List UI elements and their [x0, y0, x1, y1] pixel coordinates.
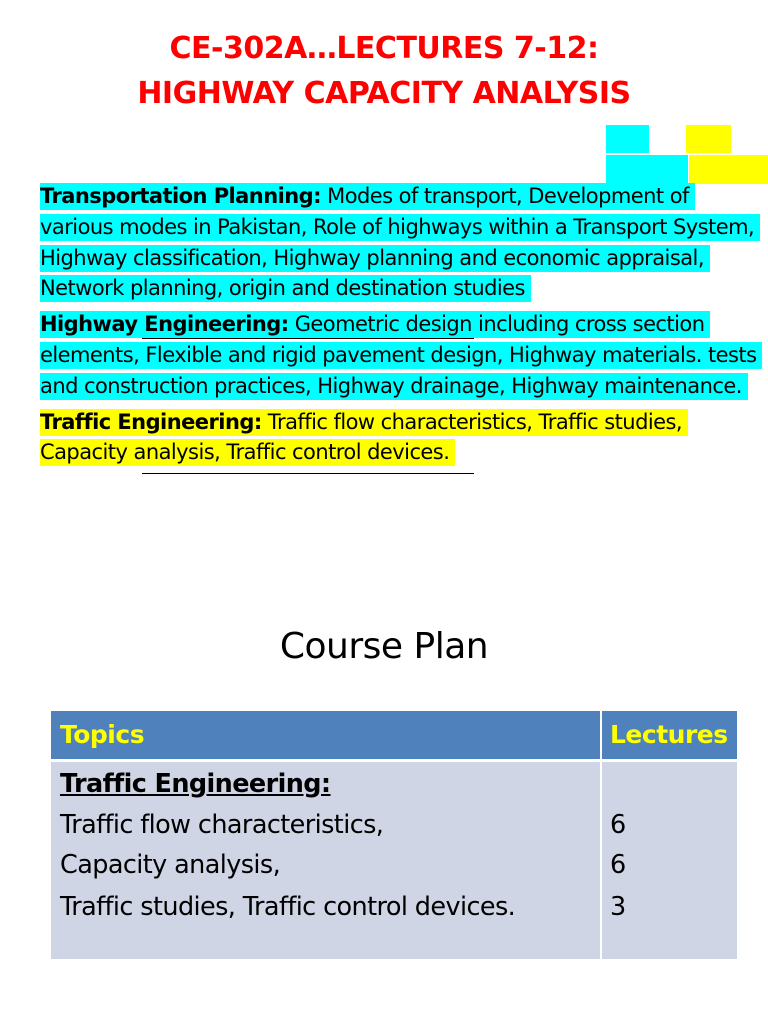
- cyan-swatch-large: [606, 155, 688, 184]
- table-row-topic: Capacity analysis,: [60, 850, 281, 880]
- yellow-swatch-large: [689, 155, 768, 184]
- yellow-swatch-small: [686, 125, 731, 153]
- divider-line-upper: [142, 338, 474, 339]
- table-row-lectures: 3: [610, 892, 626, 922]
- slide-title-line-2: HIGHWAY CAPACITY ANALYSIS: [137, 76, 631, 111]
- slide-title-line-1: CE-302A…LECTURES 7-12:: [169, 31, 599, 66]
- table-row-topic: Traffic studies, Traffic control devices.: [60, 892, 516, 922]
- slide-title: [0, 26, 768, 116]
- topic-text: [40, 409, 688, 467]
- topic-highway-engineering: [40, 309, 760, 401]
- topic-transportation-planning: [40, 181, 760, 304]
- table-row-lectures: 6: [610, 810, 626, 840]
- table-row-topic: Traffic flow characteristics,: [60, 810, 384, 840]
- row-divider: [51, 759, 737, 762]
- topic-body: Geometric design including cross section elements, Flexible and rigid pavement design, Highway materials. tests and construction practices, Highway drainage, Highway maintenance.: [40, 312, 757, 398]
- table-section-heading: Traffic Engineering:: [60, 769, 331, 799]
- topic-heading: Traffic Engineering:: [40, 409, 262, 434]
- topic-heading: Transportation Planning:: [40, 184, 321, 208]
- course-plan-heading: Course Plan: [279, 626, 489, 667]
- table-header-topics: Topics: [60, 720, 145, 749]
- divider-line-lower: [142, 473, 474, 474]
- topic-text: [40, 183, 760, 302]
- cyan-swatch-small: [606, 125, 649, 153]
- column-divider: [600, 711, 602, 959]
- topic-descriptions: [40, 181, 760, 473]
- table-header-lectures: Lectures: [610, 720, 728, 749]
- topic-traffic-engineering: [40, 407, 760, 469]
- topic-heading: Highway Engineering:: [40, 312, 289, 337]
- course-plan-table: [51, 711, 737, 959]
- topic-text: [40, 311, 762, 400]
- table-row-lectures: 6: [610, 850, 626, 880]
- topic-body: Modes of transport, Development of various modes in Pakistan, Role of highways within a Transport System, Highway classification, Highway planning and economic appraisal, Network planning, origin and destination studies: [40, 184, 755, 301]
- topic-body: Traffic flow characteristics, Traffic studies, Capacity analysis, Traffic control devices.: [40, 409, 683, 465]
